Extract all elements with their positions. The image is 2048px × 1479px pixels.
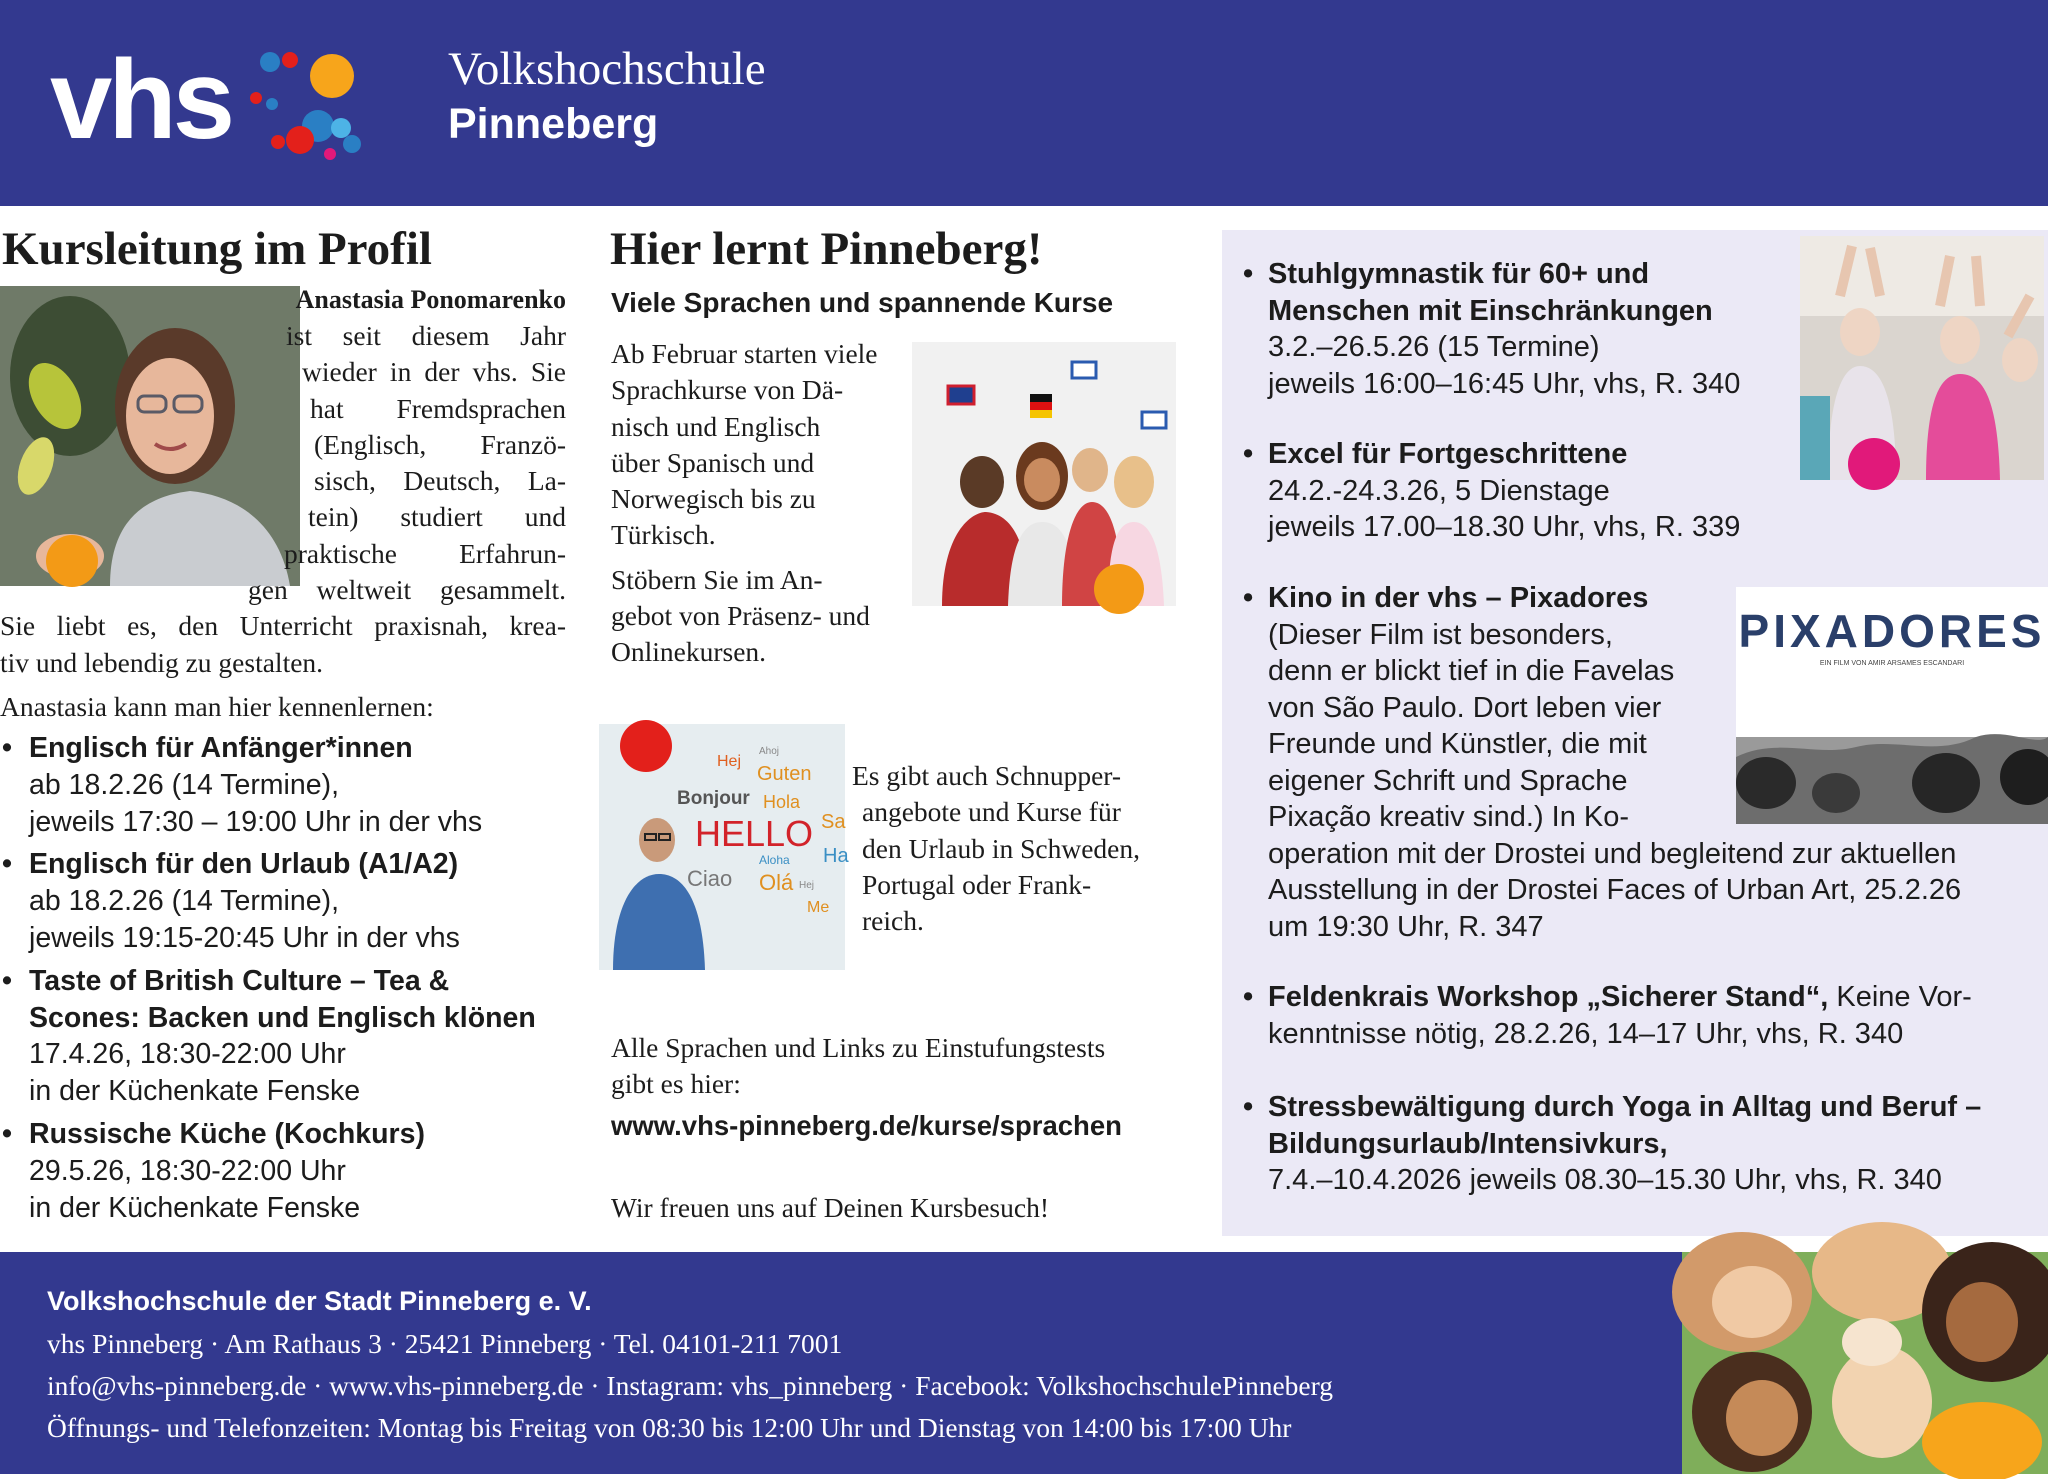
course-title: • Russische Küche (Kochkurs) xyxy=(29,1117,425,1150)
bio-line: hat Fremdsprachen xyxy=(310,392,566,424)
event-detail: Keine Vor- xyxy=(1828,981,1972,1013)
event-title: Excel für Fortgeschrittene xyxy=(1268,438,1628,470)
languages-links xyxy=(611,1030,1211,1103)
course-detail: ab 18.2.26 (14 Termine), xyxy=(29,768,339,801)
course-detail: in der Küchenkate Fenske xyxy=(29,1075,361,1108)
intro-line: Türkisch. xyxy=(611,519,716,551)
hello-word: Ahoj xyxy=(759,746,780,757)
languages-url-link[interactable]: www.vhs-pinneberg.de/kurse/sprachen xyxy=(611,1110,1122,1141)
event-title: Stuhlgymnastik für 60+ und xyxy=(1268,258,1650,290)
course-item xyxy=(2,963,568,1110)
course-detail: 29.5.26, 18:30-22:00 Uhr xyxy=(29,1154,346,1187)
bio-line: tein) studiert und xyxy=(308,501,566,533)
hello-word: Bonjour xyxy=(677,788,750,809)
languages-subtitle: Viele Sprachen und spannende Kurse xyxy=(611,287,1114,318)
course-item xyxy=(2,846,568,956)
hello-word: Ha xyxy=(823,845,849,867)
footer-org: Volkshochschule der Stadt Pinneberg e. V. xyxy=(47,1286,592,1316)
event-detail: 24.2.-24.3.26, 5 Dienstage xyxy=(1268,474,1610,507)
extra-line: angebote und Kurse für xyxy=(862,796,1121,828)
browse-line: Onlinekursen. xyxy=(611,636,767,668)
meet-line: Anastasia kann man hier kennenlernen: xyxy=(0,690,434,722)
event-detail: kenntnisse nötig, 28.2.26, 14–17 Uhr, vhs, R. 340 xyxy=(1268,1017,1904,1050)
org-name-line1: Volkshochschule xyxy=(448,43,766,95)
profile-title: Kursleitung im Profil xyxy=(2,223,432,275)
event-title: Stressbewältigung durch Yoga in Alltag und Beruf – xyxy=(1268,1091,1982,1123)
bio-line: (Englisch, Franzö- xyxy=(314,428,566,460)
hello-word: Olá xyxy=(759,870,794,895)
intro-line: nisch und Englisch xyxy=(611,410,821,442)
extra-line: den Urlaub in Schweden, xyxy=(862,832,1140,864)
event-detail: denn er blickt tief in die Favelas xyxy=(1268,655,1675,687)
links-line: gibt es hier: xyxy=(611,1068,741,1100)
students-illustration xyxy=(912,342,1176,606)
poster-title: PIXADORES xyxy=(1738,605,2046,657)
browse-line: Stöbern Sie im An- xyxy=(611,563,823,595)
hello-word: Ciao xyxy=(687,866,733,891)
event-title: Feldenkrais Workshop „Sicherer Stand“, xyxy=(1268,981,1829,1013)
bio-line: gen weltweit gesammelt. xyxy=(248,574,566,606)
bio-line: ist seit diesem Jahr xyxy=(286,320,566,351)
bio-line: sisch, Deutsch, La- xyxy=(314,465,566,497)
extra-line: Portugal oder Frank- xyxy=(862,868,1092,900)
poster-credit: EIN FILM VON AMIR ARSAMES ESCANDARI xyxy=(1819,660,1965,667)
event-detail: (Dieser Film ist besonders, xyxy=(1268,618,1613,651)
browse-line: gebot von Präsenz- und xyxy=(611,600,870,632)
event-title: Menschen mit Einschränkungen xyxy=(1268,294,1713,327)
course-detail: jeweils 19:15-20:45 Uhr in der vhs xyxy=(29,921,460,954)
links-line: Alle Sprachen und Links zu Einstufungstests xyxy=(611,1032,1106,1063)
profile-bio xyxy=(0,318,566,725)
languages-title: Hier lernt Pinneberg! xyxy=(610,223,1043,275)
event-detail: 7.4.–10.4.2026 jeweils 08.30–15.30 Uhr, vhs, R. 340 xyxy=(1268,1164,1942,1196)
event-detail: Ausstellung in der Drostei Faces of Urban Art, 25.2.26 xyxy=(1268,874,1962,906)
languages-intro xyxy=(611,336,931,671)
intro-line: Sprachkurse von Dä- xyxy=(611,374,844,406)
seniors-photo xyxy=(1800,236,2044,480)
event-detail: Freunde und Künstler, die mit xyxy=(1268,728,1647,760)
course-item xyxy=(2,730,568,840)
bio-line: praktische Erfahrun- xyxy=(284,537,566,569)
hello-word: Me xyxy=(807,899,830,916)
hello-word: HELLO xyxy=(695,813,814,854)
footer-address: vhs Pinneberg · Am Rathaus 3 · 25421 Pinneberg · Tel. 04101-211 7001 xyxy=(47,1328,843,1359)
bio-line: Sie liebt es, den Unterricht praxisnah, krea- xyxy=(0,610,566,642)
course-title: • Englisch für Anfänger*innen xyxy=(29,732,413,764)
header-banner xyxy=(0,0,2048,206)
hello-word: Sa xyxy=(821,811,846,833)
event-detail: operation mit der Drostei und begleitend zur aktuellen xyxy=(1268,837,1957,870)
languages-closing xyxy=(611,1190,1049,1226)
hello-word: Aloha xyxy=(759,853,790,867)
hello-word: Guten xyxy=(757,763,812,785)
course-title: Scones: Backen und Englisch klönen xyxy=(29,1001,536,1034)
bio-line: wieder in der vhs. Sie xyxy=(302,356,566,388)
event-item-kino xyxy=(1243,580,1961,945)
extra-line: reich. xyxy=(862,905,924,937)
intro-line: Norwegisch bis zu xyxy=(611,483,816,515)
course-item xyxy=(2,1116,568,1226)
extra-line: Es gibt auch Schnupper- xyxy=(852,760,1122,791)
hello-word: Hej xyxy=(799,880,815,891)
event-detail: jeweils 16:00–16:45 Uhr, vhs, R. 340 xyxy=(1268,367,1741,400)
profile-name: Anastasia Ponomarenko xyxy=(295,285,566,314)
course-detail: 17.4.26, 18:30-22:00 Uhr xyxy=(29,1038,346,1071)
course-detail: in der Küchenkate Fenske xyxy=(29,1191,361,1224)
event-item-excel xyxy=(1243,436,1740,546)
event-item-stuhlgymnastik xyxy=(1243,256,1740,402)
event-title: Kino in der vhs – Pixadores xyxy=(1268,582,1649,614)
bio-line: tiv und lebendig zu gestalten. xyxy=(0,646,324,678)
footer-group-photo xyxy=(1682,1252,2048,1474)
footer-contacts: info@vhs-pinneberg.de · www.vhs-pinneberg.de · Instagram: vhs_pinneberg · Facebook: VolkshochschulePinneberg xyxy=(47,1370,1334,1401)
event-detail: Pixação kreativ sind.) In Ko- xyxy=(1268,801,1630,833)
intro-line: Ab Februar starten viele xyxy=(611,338,878,369)
hello-word: Hej xyxy=(717,753,742,770)
event-detail: 3.2.–26.5.26 (15 Termine) xyxy=(1268,331,1600,363)
vhs-logo: vhs xyxy=(50,37,231,162)
course-detail: ab 18.2.26 (14 Termine), xyxy=(29,885,339,918)
intro-line: über Spanisch und xyxy=(611,446,815,478)
red-dot xyxy=(620,720,672,772)
event-detail: von São Paulo. Dort leben vier xyxy=(1268,691,1662,724)
event-item-yoga xyxy=(1243,1089,1981,1199)
event-title: Bildungsurlaub/Intensivkurs, xyxy=(1268,1127,1668,1160)
event-item-feldenkrais xyxy=(1243,979,1972,1052)
profile-course-list xyxy=(2,730,568,1232)
students-photo xyxy=(912,342,1176,606)
course-title: • Taste of British Culture – Tea & xyxy=(29,964,450,997)
org-name-line2: Pinneberg xyxy=(448,100,659,148)
event-detail: jeweils 17.00–18.30 Uhr, vhs, R. 339 xyxy=(1268,511,1741,543)
course-title: • Englisch für den Urlaub (A1/A2) xyxy=(29,848,459,881)
hello-word: Hola xyxy=(763,792,801,812)
closing-line: Wir freuen uns auf Deinen Kursbesuch! xyxy=(611,1192,1049,1223)
orange-dot xyxy=(1094,564,1144,614)
footer-hours: Öffnungs- und Telefonzeiten: Montag bis Freitag von 08:30 bis 12:00 Uhr und Dienstag von 14:00 bis 17:00 Uhr xyxy=(47,1412,1292,1443)
seniors-illustration xyxy=(1800,236,2044,480)
course-detail: jeweils 17:30 – 19:00 Uhr in der vhs xyxy=(29,805,483,838)
languages-extra xyxy=(852,758,1182,939)
footer-photo-illustration xyxy=(1682,1252,2048,1474)
pink-dot xyxy=(1848,438,1900,490)
event-detail: eigener Schrift und Sprache xyxy=(1268,764,1628,797)
logo-dots-icon xyxy=(248,48,368,163)
event-detail: um 19:30 Uhr, R. 347 xyxy=(1268,910,1544,943)
